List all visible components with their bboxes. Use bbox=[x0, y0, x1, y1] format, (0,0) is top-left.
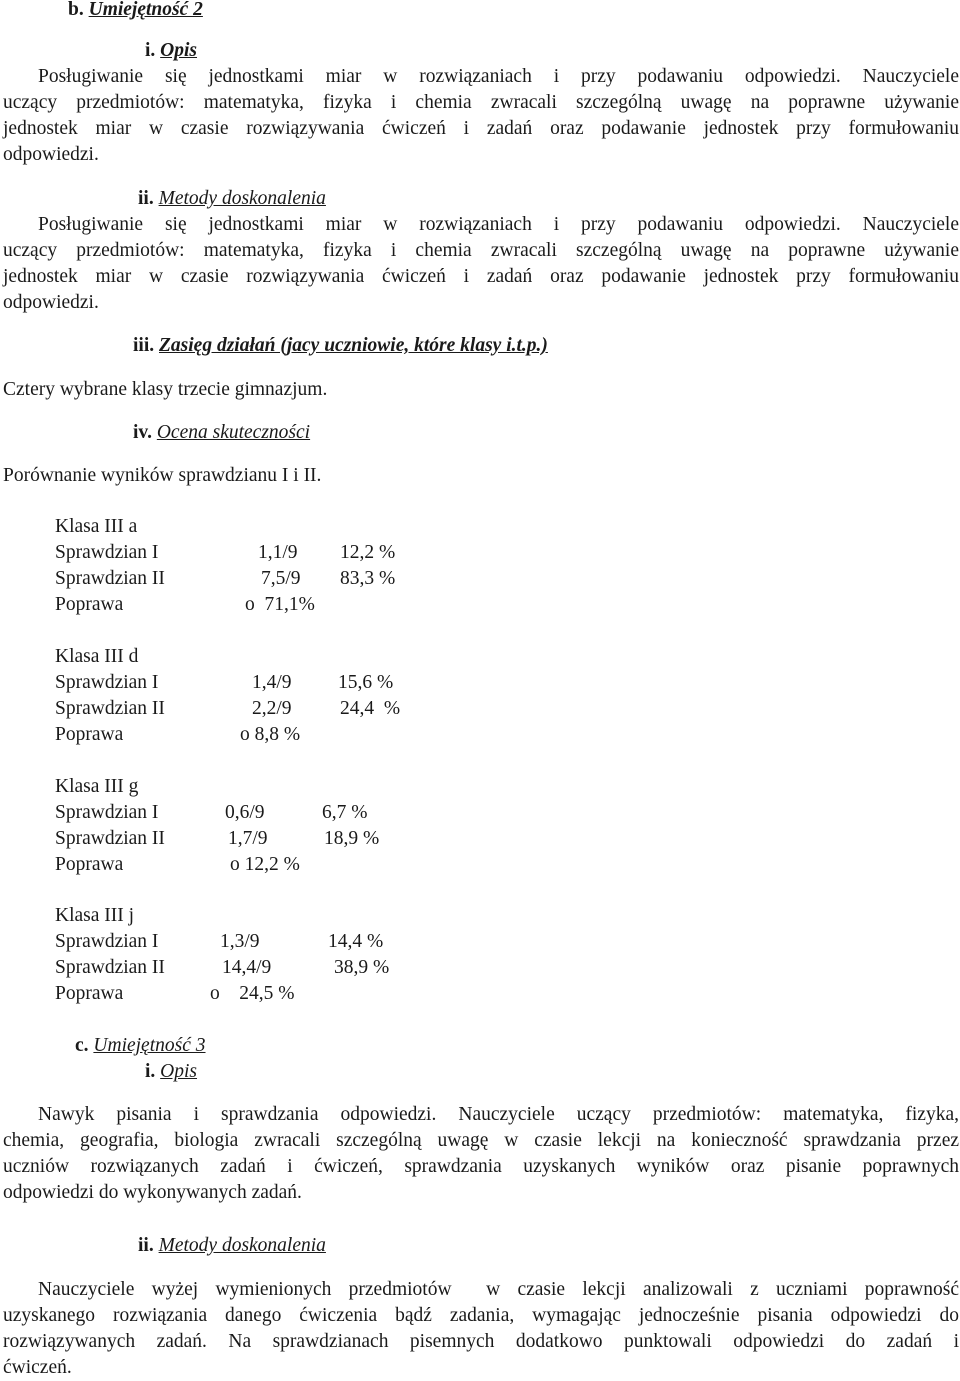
subheading-opis-3 bbox=[145, 1059, 197, 1085]
poprawa-value: o 8,8 % bbox=[240, 724, 301, 745]
section-number: c. bbox=[75, 1035, 89, 1056]
paragraph-line: Posługiwanie się jednostkami miar w rozwiązaniach i przy podawaniu odpowiedzi. Nauczyciele bbox=[38, 214, 959, 235]
class-name: Klasa III j bbox=[55, 905, 135, 926]
paragraph-line: odpowiedzi. bbox=[3, 144, 99, 165]
subheading-title: Opis bbox=[160, 1061, 198, 1082]
ocena-text: Porównanie wyników sprawdzianu I i II. bbox=[3, 465, 322, 486]
section-heading-c bbox=[75, 1033, 206, 1059]
paragraph-line: Nauczyciele wyżej wymienionych przedmiotów w czasie lekcji analizowali z uczniami poprawność bbox=[38, 1279, 959, 1300]
section-heading-b bbox=[68, 0, 203, 23]
row-label: Sprawdzian I bbox=[55, 802, 159, 823]
class-name: Klasa III d bbox=[55, 646, 139, 667]
row-score: 14,4/9 bbox=[222, 957, 272, 978]
row-score: 0,6/9 bbox=[225, 802, 265, 823]
paragraph-line: Posługiwanie się jednostkami miar w rozwiązaniach i przy podawaniu odpowiedzi. Nauczyciele bbox=[38, 66, 959, 87]
paragraph-line: odpowiedzi do wykonywanych zadań. bbox=[3, 1182, 302, 1203]
subheading-title: Opis bbox=[160, 40, 198, 61]
subheading-metody bbox=[138, 186, 326, 212]
paragraph-line: uczący przedmiotów: matematyka, fizyka i chemia zwracali szczególną uwagę na poprawne używanie bbox=[3, 92, 959, 113]
row-percent: 12,2 % bbox=[340, 542, 396, 563]
row-score: 1,1/9 bbox=[258, 542, 298, 563]
poprawa-value: o 71,1% bbox=[245, 594, 315, 615]
subheading-title: Metody doskonalenia bbox=[158, 188, 326, 209]
row-percent: 38,9 % bbox=[334, 957, 390, 978]
row-percent: 14,4 % bbox=[328, 931, 384, 952]
paragraph-metody-3 bbox=[3, 1277, 959, 1381]
paragraph-line: Nawyk pisania i sprawdzania odpowiedzi. Nauczyciele uczący przedmiotów: matematyka, fizyka, bbox=[38, 1104, 959, 1125]
subheading-title: Ocena skuteczności bbox=[156, 422, 311, 443]
row-percent: 6,7 % bbox=[322, 802, 368, 823]
zasieg-text: Cztery wybrane klasy trzecie gimnazjum. bbox=[3, 379, 328, 400]
poprawa-value: o 12,2 % bbox=[230, 854, 300, 875]
poprawa-label: Poprawa bbox=[55, 854, 124, 875]
subheading-number: iv. bbox=[133, 422, 152, 443]
subheading-title: Zasięg działań (jacy uczniowie, które klasy i.t.p.) bbox=[159, 335, 548, 356]
row-label: Sprawdzian II bbox=[55, 698, 165, 719]
paragraph-line: jednostek miar w czasie rozwiązywania ćwiczeń i zadań oraz podawanie jednostek przy formułowaniu bbox=[3, 266, 959, 287]
poprawa-label: Poprawa bbox=[55, 594, 124, 615]
row-score: 2,2/9 bbox=[252, 698, 292, 719]
row-percent: 15,6 % bbox=[338, 672, 394, 693]
section-number: b. bbox=[68, 0, 84, 20]
paragraph-opis bbox=[3, 64, 959, 168]
paragraph-metody bbox=[3, 212, 959, 316]
paragraph-line: ćwiczeń. bbox=[3, 1357, 72, 1378]
row-score: 1,3/9 bbox=[220, 931, 260, 952]
subheading-number: iii. bbox=[133, 335, 155, 356]
row-label: Sprawdzian I bbox=[55, 542, 159, 563]
poprawa-label: Poprawa bbox=[55, 983, 124, 1004]
row-percent: 18,9 % bbox=[324, 828, 380, 849]
subheading-metody-3 bbox=[138, 1233, 326, 1259]
section-title: Umiejętność 3 bbox=[93, 1035, 206, 1056]
paragraph-line: jednostek miar w czasie rozwiązywania ćwiczeń i zadań oraz podawanie jednostek przy formułowaniu bbox=[3, 118, 959, 139]
row-label: Sprawdzian II bbox=[55, 568, 165, 589]
row-label: Sprawdzian I bbox=[55, 931, 159, 952]
row-score: 1,4/9 bbox=[252, 672, 292, 693]
paragraph-opis-3 bbox=[3, 1102, 959, 1206]
subheading-number: ii. bbox=[138, 188, 154, 209]
subheading-number: i. bbox=[145, 1061, 156, 1082]
row-score: 1,7/9 bbox=[228, 828, 268, 849]
row-label: Sprawdzian I bbox=[55, 672, 159, 693]
section-title: Umiejętność 2 bbox=[88, 0, 203, 20]
row-percent: 83,3 % bbox=[340, 568, 396, 589]
subheading-opis bbox=[145, 38, 197, 64]
paragraph-line: odpowiedzi. bbox=[3, 292, 99, 313]
subheading-zasieg bbox=[133, 333, 548, 359]
poprawa-label: Poprawa bbox=[55, 724, 124, 745]
row-label: Sprawdzian II bbox=[55, 957, 165, 978]
subheading-number: ii. bbox=[138, 1235, 154, 1256]
paragraph-line: rozwiązywanych zadań. Na sprawdzianach pisemnych dodatkowo punktowali odpowiedzi do zadań i bbox=[3, 1331, 959, 1352]
row-percent: 24,4 % bbox=[340, 698, 401, 719]
subheading-title: Metody doskonalenia bbox=[158, 1235, 326, 1256]
row-label: Sprawdzian II bbox=[55, 828, 165, 849]
subheading-ocena bbox=[133, 420, 310, 446]
subheading-number: i. bbox=[145, 40, 156, 61]
paragraph-line: uzyskanego rozwiązania danego ćwiczenia bądź zadania, wymagając jednocześnie pisania odpowiedzi do bbox=[3, 1305, 959, 1326]
paragraph-line: chemia, geografia, biologia zwracali szczególną uwagę w czasie lekcji na konieczność sprawdzania przez bbox=[3, 1130, 959, 1151]
paragraph-line: uczący przedmiotów: matematyka, fizyka i chemia zwracali szczególną uwagę na poprawne używanie bbox=[3, 240, 959, 261]
class-name: Klasa III a bbox=[55, 516, 138, 537]
row-score: 7,5/9 bbox=[261, 568, 301, 589]
paragraph-line: uczniów rozwiązanych zadań i ćwiczeń, sprawdzania uzyskanych wyników oraz pisanie poprawnych bbox=[3, 1156, 959, 1177]
class-name: Klasa III g bbox=[55, 776, 139, 797]
poprawa-value: o 24,5 % bbox=[210, 983, 295, 1004]
